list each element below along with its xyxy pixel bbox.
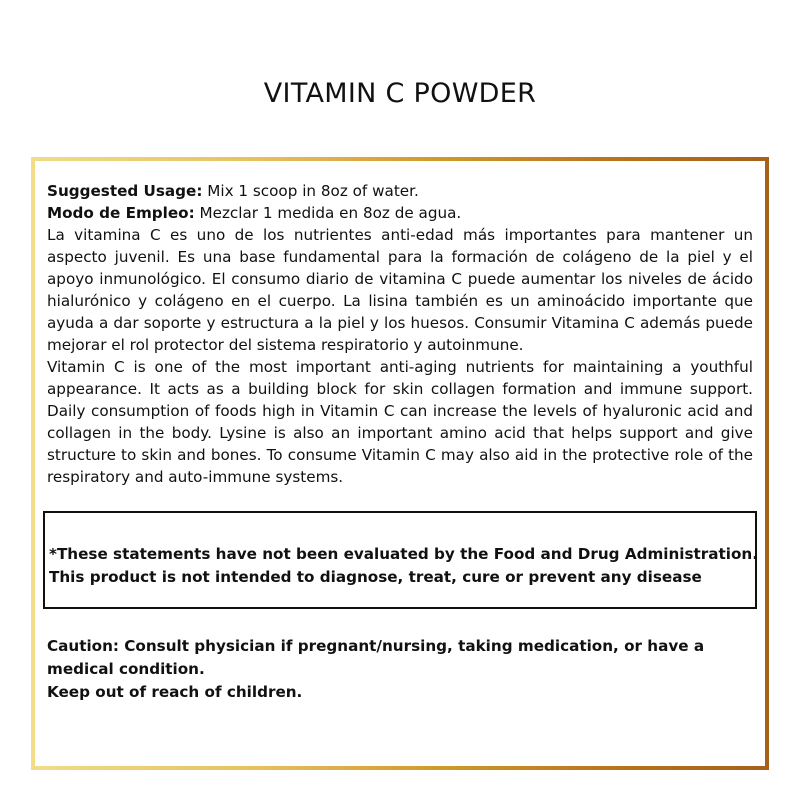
caution-line-1: Caution: Consult physician if pregnant/nursing, taking medication, or have a medical condition. [47,637,705,678]
fda-disclaimer-box [43,511,757,609]
modo-de-empleo-text: Mezclar 1 medida en 8oz de agua. [194,204,462,222]
suggested-usage [47,180,753,202]
caution-section [47,635,747,704]
suggested-usage-text: Mix 1 scoop in 8oz of water. [202,182,419,200]
product-description [47,180,753,488]
disclaimer-line-2: This product is not intended to diagnose, treat, cure or prevent any disease [49,568,702,586]
spanish-description: La vitamina C es uno de los nutrientes anti-edad más importantes para mantener un aspecto juvenil. Es una base fundamental para la formación de colágeno de la piel y el apoyo inmunológico. El consumo diario de vitamina C puede aumentar los niveles de ácido hialurónico y colágeno en el cuerpo. La lisina también es un aminoácido importante que ayuda a dar soporte y estructura a la piel y los huesos. Consumir Vitamina C además puede mejorar el rol protector del sistema respiratorio y autoinmune. [47,226,753,354]
modo-de-empleo-label: Modo de Empleo: [47,204,195,222]
caution-line-2: Keep out of reach of children. [47,683,303,701]
page-title: VITAMIN C POWDER [263,78,537,109]
disclaimer-line-1: *These statements have not been evaluated by the Food and Drug Administration. [49,545,759,563]
modo-de-empleo [47,202,753,224]
suggested-usage-label: Suggested Usage: [47,182,203,200]
english-description: Vitamin C is one of the most important anti-aging nutrients for maintaining a youthful appearance. It acts as a building block for skin collagen formation and immune support. Daily consumption of foods high in Vitamin C can increase the levels of hyaluronic acid and collagen in the body. Lysine is also an important amino acid that helps support and give structure to skin and bones. To consume Vitamin C may also aid in the protective role of the respiratory and auto-immune systems. [47,358,753,486]
